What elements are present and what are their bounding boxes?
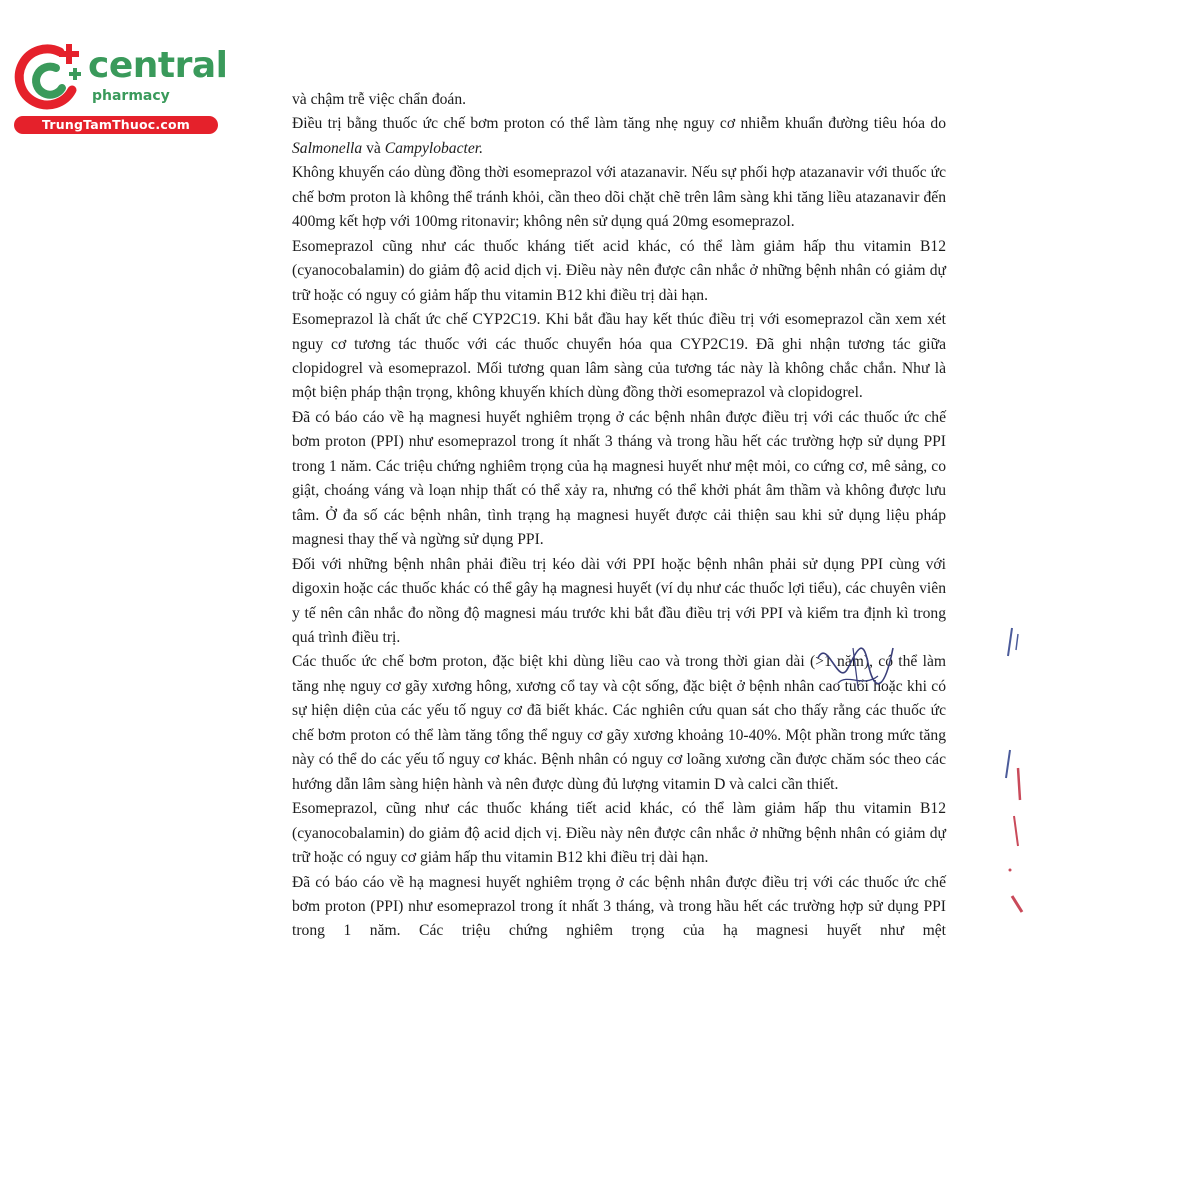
paragraph-10: Đã có báo cáo về hạ magnesi huyết nghiêm trọng ở các bệnh nhân được điều trị với các thuốc ức chế bơm proton (PPI) như esomeprazol trong ít nhất 3 tháng, và trong hầu hết các trường hợp sử dụng PPI trong 1 năm. Các triệu chứng nghiêm trọng của hạ magnesi huyết như mệt — [292, 873, 946, 940]
paragraph-1: và chậm trễ việc chẩn đoán. — [292, 91, 467, 108]
paragraph-2 — [292, 112, 946, 161]
paragraph-4: Esomeprazol cũng như các thuốc kháng tiết acid khác, có thể làm giảm hấp thu vitamin B12 (cyanocobalamin) do giảm độ acid dịch vị. Điều này nên được cân nhắc ở những bệnh nhân có giảm dự trữ hoặc có nguy có giảm hấp thu vitamin B12 khi điều trị dài hạn. — [292, 237, 946, 304]
stamp-fragment — [990, 600, 1050, 930]
paragraph-3: Không khuyến cáo dùng đồng thời esomeprazol với atazanavir. Nếu sự phối hợp atazanavir với thuốc ức chế bơm proton là không thể tránh khỏi, cần theo dõi chặt chẽ trên lâm sàng khi tăng liều atazanavir đến 400mg kết hợp với 100mg ritonavir; không nên sử dụng quá 20mg esomeprazol. — [292, 164, 946, 231]
paragraph-2-and: và — [362, 139, 385, 157]
paragraph-9: Esomeprazol, cũng như các thuốc kháng tiết acid khác, có thể làm giảm hấp thu vitamin B12 (cyanocobalamin) do giảm độ acid dịch vị. Điều này nên được cân nhắc ở những bệnh nhân có giảm dự trữ hoặc có nguy cơ giảm hấp thu vitamin B12 khi điều trị dài hạn. — [292, 800, 946, 867]
pharmacy-logo[interactable] — [10, 38, 228, 138]
paragraph-2-text: Điều trị bằng thuốc ức chế bơm proton có thể làm tăng nhẹ nguy cơ nhiễm khuẩn đường tiêu hóa do — [292, 115, 946, 133]
pharmacy-logo-icon — [10, 38, 90, 118]
salmonella-term: Salmonella — [292, 139, 363, 157]
logo-site-url[interactable]: TrungTamThuoc.com — [14, 116, 218, 134]
document-body — [292, 88, 946, 944]
paragraph-7: Đối với những bệnh nhân phải điều trị kéo dài với PPI hoặc bệnh nhân phải sử dụng PPI cùng với digoxin hoặc các thuốc khác có thể gây hạ magnesi huyết (ví dụ như các thuốc lợi tiểu), các chuyên viên y tế nên cân nhắc đo nồng độ magnesi máu trước khi bắt đầu điều trị với PPI và kiểm tra định kì trong quá trình điều trị. — [292, 555, 946, 646]
logo-brand-sub: pharmacy — [92, 88, 170, 104]
paragraph-6: Đã có báo cáo về hạ magnesi huyết nghiêm trọng ở các bệnh nhân được điều trị với các thuốc ức chế bơm proton (PPI) như esomeprazol trong ít nhất 3 tháng và trong hầu hết các trường hợp sử dụng PPI trong 1 năm. Các triệu chứng nghiêm trọng của hạ magnesi huyết như mệt mỏi, co cứng cơ, mê sảng, co giật, choáng váng và loạn nhịp thất có thể xảy ra, nhưng có thể khởi phát âm thầm và không được lưu tâm. Ở đa số các bệnh nhân, tình trạng hạ magnesi huyết được cải thiện sau khi sử dụng liệu pháp magnesi thay thế và ngừng sử dụng PPI. — [292, 408, 946, 549]
paragraph-5: Esomeprazol là chất ức chế CYP2C19. Khi bắt đầu hay kết thúc điều trị với esomeprazol cần xem xét nguy cơ tương tác thuốc với các thuốc chuyển hóa qua CYP2C19. Đã ghi nhận tương tác giữa clopidogrel và esomeprazol. Mối tương quan lâm sàng của tương tác này là không chắc chắn. Như là một biện pháp thận trọng, không khuyến khích dùng đồng thời esomeprazol và clopidogrel. — [292, 311, 946, 402]
signature-mark — [808, 628, 898, 702]
logo-brand-name: central — [88, 45, 228, 86]
campylobacter-term: Campylobacter. — [384, 139, 484, 157]
paragraph-8: Các thuốc ức chế bơm proton, đặc biệt khi dùng liều cao và trong thời gian dài (>1 năm), có thể làm tăng nhẹ nguy cơ gãy xương hông, xương cổ tay và cột sống, đặc biệt ở bệnh nhân cao tuổi hoặc khi có sự hiện diện của các yếu tố nguy cơ đã biết khác. Các nghiên cứu quan sát cho thấy rằng các thuốc ức chế bơm proton có thể làm tăng tổng thể nguy cơ gãy xương khoảng 10-40%. Một phần trong mức tăng này có thể do các yếu tố nguy cơ khác. Bệnh nhân có nguy cơ loãng xương cần được chăm sóc theo các hướng dẫn lâm sàng hiện hành và nên được dùng đủ lượng vitamin D và calci cần thiết. — [292, 653, 946, 793]
